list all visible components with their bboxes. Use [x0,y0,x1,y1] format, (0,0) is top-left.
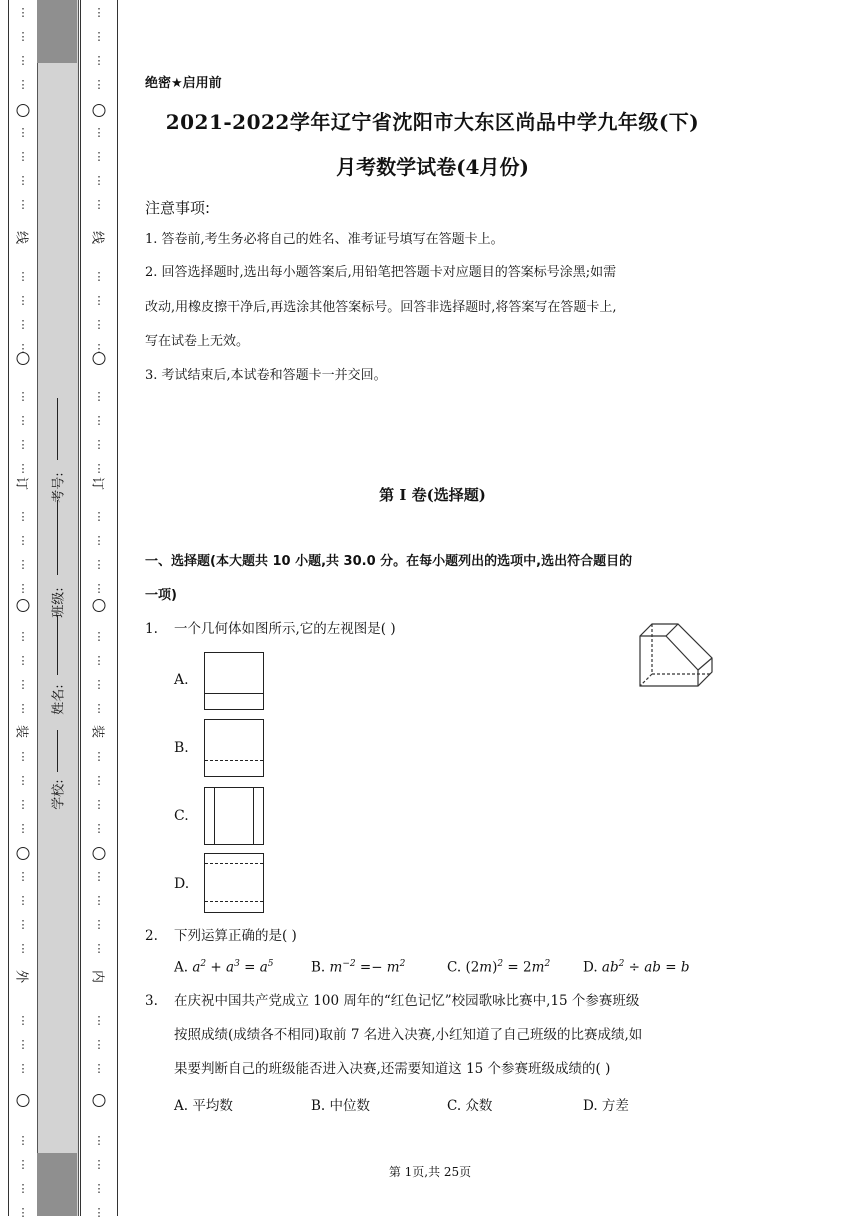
name-label: 姓名: [51,684,67,715]
q1-option-a-label: A. [174,672,189,688]
inner-dot-separator: ⋮ [93,1038,105,1051]
q1-option-a-figure [204,652,264,710]
inner-dot-separator: ⋮ [93,702,105,715]
question-text: 下列运算正确的是( ) [174,928,297,944]
outer-dot-separator: ⋮ [17,822,29,835]
q3-option-d: D. 方差 [583,1098,629,1114]
outer-dot-separator: ⋮ [17,342,29,355]
q1-option-b-label: B. [174,740,189,756]
outer-dot-separator: ⋮ [17,462,29,475]
outer-binding-circle [17,599,30,612]
outer-dot-separator: ⋮ [17,630,29,643]
inner-dot-separator: ⋮ [93,678,105,691]
part-heading-line2: 一项) [145,588,177,603]
school-blank [57,730,58,772]
inner-dot-separator: ⋮ [93,870,105,883]
inner-strip-marks [80,0,118,1219]
notice-item-2b: 改动,用橡皮擦干净后,再选涂其他答案标号。回答非选择题时,将答案写在答题卡上, [145,300,617,315]
page-footer: 第 1页,共 25页 [388,1165,472,1179]
solid-figure [636,620,716,690]
outer-dot-separator: ⋮ [17,678,29,691]
outer-dot-separator: ⋮ [17,798,29,811]
inner-binding-circle [93,104,106,117]
inner-binding-circle [93,599,106,612]
outer-binding-char: 线 [13,230,29,244]
outer-dot-separator: ⋮ [17,510,29,523]
outer-dot-separator: ⋮ [17,294,29,307]
inner-dot-separator: ⋮ [93,78,105,91]
outer-dot-separator: ⋮ [17,774,29,787]
outer-dot-separator: ⋮ [17,1062,29,1075]
name-blank [57,615,58,675]
outer-binding-circle [17,352,30,365]
inner-dot-separator: ⋮ [93,462,105,475]
inner-dot-separator: ⋮ [93,774,105,787]
outer-dot-separator: ⋮ [17,870,29,883]
outer-dot-separator: ⋮ [17,1134,29,1147]
inner-dot-separator: ⋮ [93,894,105,907]
inner-dot-separator: ⋮ [93,534,105,547]
outer-dot-separator: ⋮ [17,174,29,187]
q2-option-b: B. $m^{-2} =- m^2$ [311,959,406,976]
number-label: 考号: [51,472,67,503]
outer-dot-separator: ⋮ [17,534,29,547]
inner-dot-separator: ⋮ [93,1182,105,1195]
q2-option-a: A. $a^2 + a^3 = a^5$ [174,959,274,976]
school-label: 学校: [51,779,67,810]
outer-dot-separator: ⋮ [17,150,29,163]
outer-dot-separator: ⋮ [17,1206,29,1219]
outer-dot-separator: ⋮ [17,702,29,715]
inner-dot-separator: ⋮ [93,630,105,643]
inner-binding-circle [93,1094,106,1107]
outer-binding-circle [17,104,30,117]
inner-dot-separator: ⋮ [93,342,105,355]
inner-dot-separator: ⋮ [93,126,105,139]
outer-dot-separator: ⋮ [17,894,29,907]
part-heading-line1: 一、选择题(本大题共 10 小题,共 30.0 分。在每小题列出的选项中,选出符合题目的 [145,554,633,569]
inner-binding-char: 内 [89,969,105,983]
inner-dot-separator: ⋮ [93,558,105,571]
question-text: 一个几何体如图所示,它的左视图是( ) [174,621,396,637]
q1-option-d-figure [204,853,264,913]
question-text-line2: 按照成绩(成绩各不相同)取前 7 名进入决赛,小红知道了自己班级的比赛成绩,如 [174,1027,643,1043]
inner-binding-circle [93,352,106,365]
outer-dot-separator: ⋮ [17,1038,29,1051]
outer-binding-char: 装 [13,724,29,738]
inner-dot-separator: ⋮ [93,414,105,427]
inner-binding-char: 订 [89,476,105,490]
question-number: 2. [145,928,158,944]
student-info [37,0,77,1216]
q1-option-d-label: D. [174,876,190,892]
q1-option-c-figure [204,787,264,845]
inner-dot-separator: ⋮ [93,654,105,667]
exam-title-line2: 月考数学试卷(4月份) [336,155,529,179]
exam-title-line1: 2021-2022学年辽宁省沈阳市大东区尚品中学九年级(下) [165,110,700,134]
inner-dot-separator: ⋮ [93,582,105,595]
inner-dot-separator: ⋮ [93,750,105,763]
inner-dot-separator: ⋮ [93,174,105,187]
outer-dot-separator: ⋮ [17,558,29,571]
outer-strip-marks [8,0,38,1219]
outer-dot-separator: ⋮ [17,1158,29,1171]
outer-dot-separator: ⋮ [17,30,29,43]
section-title: 第 I 卷(选择题) [379,486,486,504]
inner-dot-separator: ⋮ [93,30,105,43]
notice-item-2c: 写在试卷上无效。 [145,334,250,349]
outer-dot-separator: ⋮ [17,126,29,139]
outer-dot-separator: ⋮ [17,1014,29,1027]
inner-dot-separator: ⋮ [93,798,105,811]
outer-dot-separator: ⋮ [17,390,29,403]
question-text-line3: 果要判断自己的班级能否进入决赛,还需要知道这 15 个参赛班级成绩的( ) [174,1061,611,1077]
q3-option-c: C. 众数 [447,1098,493,1114]
question-text-line1: 在庆祝中国共产党成立 100 周年的“红色记忆”校园歌咏比赛中,15 个参赛班级 [174,993,640,1009]
q1-option-c-label: C. [174,808,189,824]
inner-dot-separator: ⋮ [93,1134,105,1147]
outer-binding-circle [17,1094,30,1107]
notice-item-2a: 2. 回答选择题时,选出每小题答案后,用铅笔把答题卡对应题目的答案标号涂黑;如需 [145,265,617,280]
outer-binding-char: 外 [13,969,29,983]
number-blank [57,398,58,460]
q3-option-a: A. 平均数 [174,1098,233,1114]
inner-dot-separator: ⋮ [93,1206,105,1219]
inner-dot-separator: ⋮ [93,294,105,307]
inner-dot-separator: ⋮ [93,942,105,955]
question-number: 3. [145,993,158,1009]
notice-item-3: 3. 考试结束后,本试卷和答题卡一并交回。 [145,368,387,383]
outer-binding-char: 订 [13,476,29,490]
inner-dot-separator: ⋮ [93,438,105,451]
inner-dot-separator: ⋮ [93,54,105,67]
inner-dot-separator: ⋮ [93,1062,105,1075]
outer-binding-circle [17,847,30,860]
inner-dot-separator: ⋮ [93,318,105,331]
inner-dot-separator: ⋮ [93,822,105,835]
q3-option-b: B. 中位数 [311,1098,371,1114]
outer-dot-separator: ⋮ [17,198,29,211]
outer-dot-separator: ⋮ [17,414,29,427]
inner-dot-separator: ⋮ [93,390,105,403]
inner-dot-separator: ⋮ [93,270,105,283]
q1-option-b-figure [204,719,264,777]
outer-dot-separator: ⋮ [17,1182,29,1195]
inner-dot-separator: ⋮ [93,6,105,19]
notice-heading: 注意事项: [145,199,211,217]
q2-option-c: C. $(2m)^2 = 2m^2$ [447,959,551,976]
q2-option-d: D. $ab^2$ ÷ ab = b [583,959,690,976]
inner-dot-separator: ⋮ [93,510,105,523]
inner-dot-separator: ⋮ [93,1158,105,1171]
outer-dot-separator: ⋮ [17,918,29,931]
inner-dot-separator: ⋮ [93,1014,105,1027]
inner-binding-char: 装 [89,724,105,738]
inner-dot-separator: ⋮ [93,150,105,163]
confidential-label: 绝密★启用前 [145,76,222,91]
outer-dot-separator: ⋮ [17,318,29,331]
question-number: 1. [145,621,158,637]
outer-dot-separator: ⋮ [17,6,29,19]
outer-dot-separator: ⋮ [17,54,29,67]
outer-dot-separator: ⋮ [17,438,29,451]
outer-dot-separator: ⋮ [17,270,29,283]
inner-binding-circle [93,847,106,860]
outer-dot-separator: ⋮ [17,654,29,667]
inner-dot-separator: ⋮ [93,198,105,211]
outer-dot-separator: ⋮ [17,78,29,91]
notice-item-1: 1. 答卷前,考生务必将自己的姓名、准考证号填写在答题卡上。 [145,232,504,247]
outer-dot-separator: ⋮ [17,942,29,955]
outer-dot-separator: ⋮ [17,582,29,595]
inner-binding-char: 线 [89,230,105,244]
class-label: 班级: [51,587,67,618]
class-blank [57,500,58,575]
outer-dot-separator: ⋮ [17,750,29,763]
inner-dot-separator: ⋮ [93,918,105,931]
